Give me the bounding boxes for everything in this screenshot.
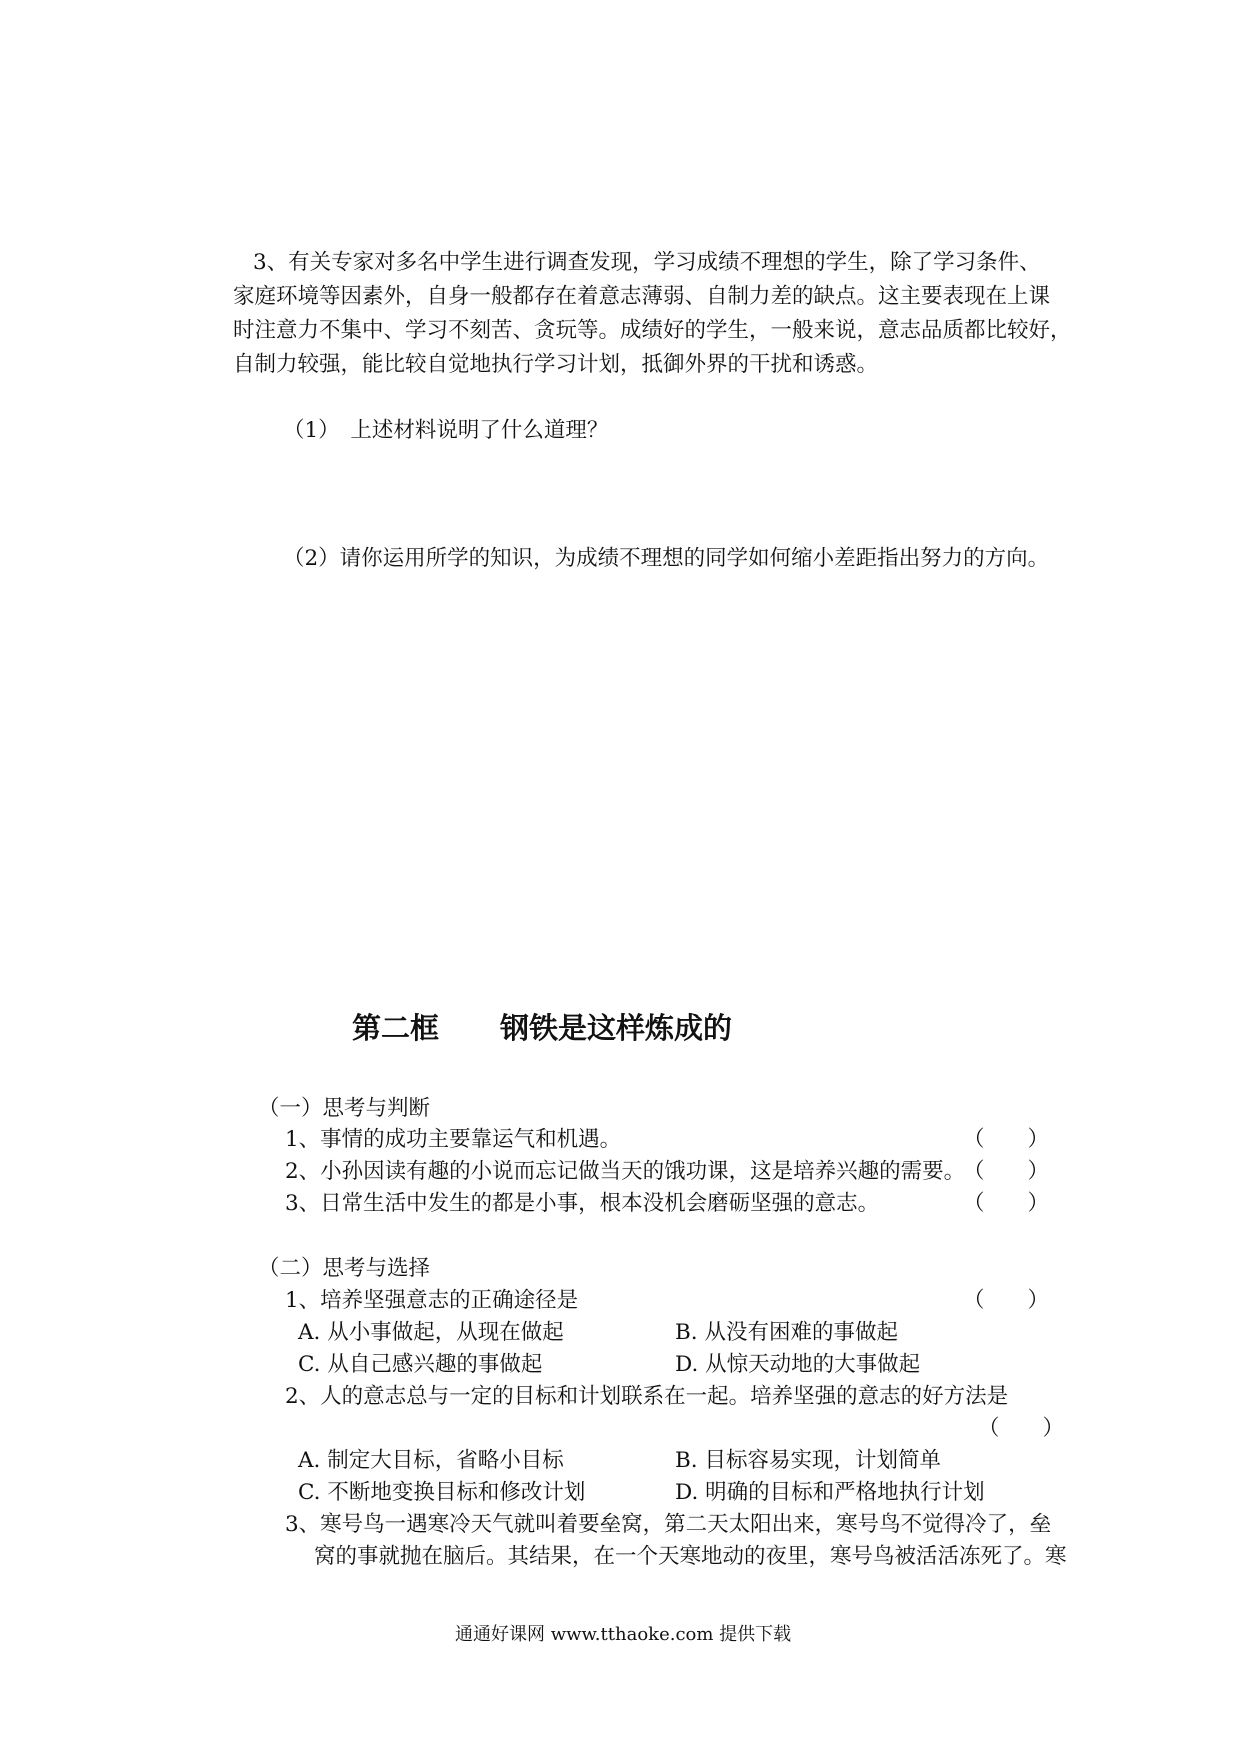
- section-title-name: 钢铁是这样炼成的: [500, 1011, 733, 1045]
- sub-question-1: （1） 上述材料说明了什么道理？: [283, 418, 609, 443]
- choice-question-3-line: 3、寒号鸟一遇寒冷天气就叫着要垒窝，第二天太阳出来，寒号鸟不觉得冷了，垒: [285, 1512, 1052, 1537]
- page-footer: 通通好课网 www.tthaoke.com 提供下载: [455, 1624, 792, 1645]
- option-b: B. 目标容易实现，计划简单: [675, 1448, 941, 1473]
- option-c: C. 从自己感兴趣的事做起: [298, 1352, 543, 1377]
- answer-blank: （ ）: [963, 1288, 1050, 1313]
- choice-question-1-stem: 1、培养坚强意志的正确途径是: [285, 1288, 579, 1313]
- part2-heading: （二）思考与选择: [258, 1256, 431, 1281]
- part1-heading: （一）思考与判断: [258, 1096, 431, 1121]
- option-a: A. 制定大目标，省略小目标: [298, 1448, 564, 1473]
- choice-question-3-line: 窝的事就抛在脑后。其结果，在一个天寒地动的夜里，寒号鸟被活活冻死了。寒: [314, 1544, 1067, 1569]
- judge-item-3: 3、日常生活中发生的都是小事，根本没机会磨砺坚强的意志。: [285, 1191, 880, 1216]
- option-c: C. 不断地变换目标和修改计划: [298, 1480, 586, 1505]
- option-a: A. 从小事做起，从现在做起: [298, 1320, 564, 1345]
- option-d: D. 从惊天动地的大事做起: [675, 1352, 921, 1377]
- paragraph-line: 家庭环境等因素外，自身一般都存在着意志薄弱、自制力差的缺点。这主要表现在上课: [233, 284, 1051, 309]
- judge-item-2: 2、小孙因读有趣的小说而忘记做当天的饿功课，这是培养兴趣的需要。: [285, 1159, 966, 1184]
- question-3-paragraph: [233, 246, 1072, 382]
- answer-blank: （ ）: [963, 1191, 1050, 1216]
- option-d: D. 明确的目标和严格地执行计划: [675, 1480, 985, 1505]
- option-b: B. 从没有困难的事做起: [675, 1320, 898, 1345]
- answer-blank: （ ）: [963, 1127, 1050, 1152]
- sub-question-2: （2）请你运用所学的知识，为成绩不理想的同学如何缩小差距指出努力的方向。: [283, 546, 1050, 571]
- choice-question-2-stem: 2、人的意志总与一定的目标和计划联系在一起。培养坚强的意志的好方法是: [285, 1384, 1009, 1409]
- answer-blank: （ ）: [963, 1159, 1050, 1184]
- paragraph-line: 3、有关专家对多名中学生进行调查发现，学习成绩不理想的学生，除了学习条件、: [253, 250, 1041, 275]
- paragraph-line: 自制力较强，能比较自觉地执行学习计划，抵御外界的干扰和诱惑。: [233, 352, 879, 377]
- answer-blank: （ ）: [978, 1416, 1065, 1441]
- paragraph-line: 时注意力不集中、学习不刻苦、贪玩等。成绩好的学生，一般来说，意志品质都比较好，: [233, 318, 1072, 343]
- section-title-label: 第二框: [352, 1011, 440, 1045]
- judge-item-1: 1、事情的成功主要靠运气和机遇。: [285, 1127, 622, 1152]
